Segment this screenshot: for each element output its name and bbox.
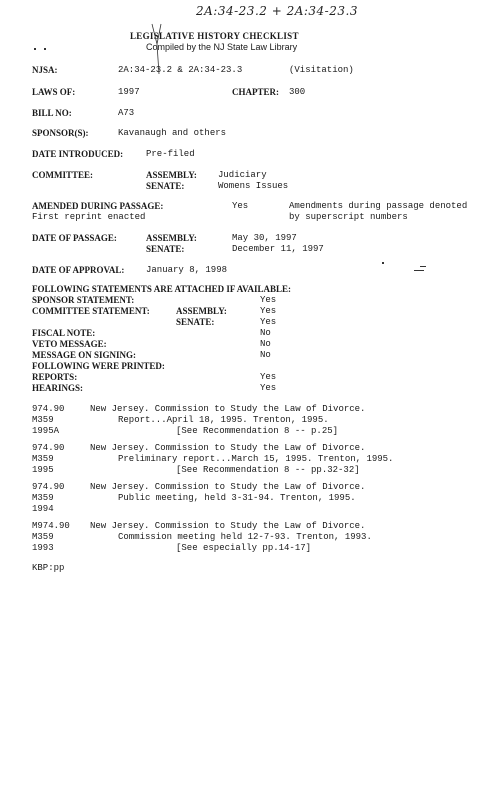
committee-statement-senate-label: SENATE:: [176, 317, 215, 327]
page-subtitle: Compiled by the NJ State Law Library: [146, 42, 298, 52]
reference-line: Commission meeting held 12-7-93. Trenton, 1993.: [118, 532, 372, 542]
call-number: M359: [32, 454, 54, 464]
message-on-signing-label: MESSAGE ON SIGNING:: [32, 350, 137, 360]
call-number: 974.90: [32, 404, 65, 414]
reprint-note: First reprint enacted: [32, 212, 146, 222]
speck: [414, 270, 424, 271]
sponsor-statement-label: SPONSOR STATEMENT:: [32, 295, 135, 305]
reference-line: New Jersey. Commission to Study the Law of Divorce.: [90, 482, 366, 492]
committee-statement-assembly-label: ASSEMBLY:: [176, 306, 227, 316]
amended-value: Yes: [232, 201, 249, 211]
sponsor-label: SPONSOR(S):: [32, 128, 89, 138]
printed-heading: FOLLOWING WERE PRINTED:: [32, 361, 165, 371]
veto-message-value: No: [260, 339, 271, 349]
handwritten-annotation: 2A:34-23.2 + 2A:34-23.3: [196, 4, 358, 18]
amended-note-line-2: by superscript numbers: [289, 212, 408, 222]
bill-value: A73: [118, 108, 135, 118]
reference-line: Public meeting, held 3-31-94. Trenton, 1995.: [118, 493, 356, 503]
reference-line: [See Recommendation 8 -- pp.32-32]: [176, 465, 360, 475]
laws-label: LAWS OF:: [32, 87, 76, 97]
speck: [44, 48, 46, 50]
committee-senate-value: Womens Issues: [218, 181, 289, 191]
page-title: LEGISLATIVE HISTORY CHECKLIST: [130, 31, 299, 41]
amended-label: AMENDED DURING PASSAGE:: [32, 201, 164, 211]
bill-label: BILL NO:: [32, 108, 72, 118]
reference-line: Preliminary report...March 15, 1995. Trenton, 1995.: [118, 454, 394, 464]
passage-assembly-value: May 30, 1997: [232, 233, 297, 243]
speck: [420, 266, 426, 267]
njsa-label: NJSA:: [32, 65, 58, 75]
reference-line: New Jersey. Commission to Study the Law of Divorce.: [90, 521, 366, 531]
fiscal-note-value: No: [260, 328, 271, 338]
call-number: 1994: [32, 504, 54, 514]
approval-value: January 8, 1998: [146, 265, 228, 275]
typist-initials: KBP:pp: [32, 563, 65, 573]
sponsor-value: Kavanaugh and others: [118, 128, 227, 138]
passage-senate-label: SENATE:: [146, 244, 185, 254]
njsa-note: (Visitation): [289, 65, 354, 75]
committee-statement-assembly-value: Yes: [260, 306, 277, 316]
chapter-value: 300: [289, 87, 306, 97]
reference-line: [See Recommendation 8 -- p.25]: [176, 426, 339, 436]
call-number: 1995A: [32, 426, 60, 436]
passage-senate-value: December 11, 1997: [232, 244, 324, 254]
hearings-value: Yes: [260, 383, 277, 393]
committee-assembly-value: Judiciary: [218, 170, 267, 180]
message-on-signing-value: No: [260, 350, 271, 360]
laws-value: 1997: [118, 87, 140, 97]
call-number: 1993: [32, 543, 54, 553]
passage-assembly-label: ASSEMBLY:: [146, 233, 197, 243]
reference-line: New Jersey. Commission to Study the Law of Divorce.: [90, 443, 366, 453]
reports-value: Yes: [260, 372, 277, 382]
statements-heading: FOLLOWING STATEMENTS ARE ATTACHED IF AVAILABLE:: [32, 284, 291, 294]
committee-senate-label: SENATE:: [146, 181, 185, 191]
reference-line: Report...April 18, 1995. Trenton, 1995.: [118, 415, 329, 425]
introduced-value: Pre-filed: [146, 149, 195, 159]
committee-statement-senate-value: Yes: [260, 317, 277, 327]
reference-line: New Jersey. Commission to Study the Law of Divorce.: [90, 404, 366, 414]
speck: [382, 262, 384, 264]
veto-message-label: VETO MESSAGE:: [32, 339, 107, 349]
call-number: 974.90: [32, 482, 65, 492]
reference-line: [See especially pp.14-17]: [176, 543, 312, 553]
njsa-value: 2A:34-23.2 & 2A:34-23.3: [118, 65, 243, 75]
call-number: M359: [32, 493, 54, 503]
fiscal-note-label: FISCAL NOTE:: [32, 328, 96, 338]
speck: [34, 48, 36, 50]
committee-label: COMMITTEE:: [32, 170, 94, 180]
call-number: M974.90: [32, 521, 70, 531]
committee-assembly-label: ASSEMBLY:: [146, 170, 197, 180]
chapter-label: CHAPTER:: [232, 87, 279, 97]
call-number: M359: [32, 415, 54, 425]
passage-label: DATE OF PASSAGE:: [32, 233, 117, 243]
reports-label: REPORTS:: [32, 372, 78, 382]
amended-note-line-1: Amendments during passage denoted: [289, 201, 468, 211]
call-number: 974.90: [32, 443, 65, 453]
introduced-label: DATE INTRODUCED:: [32, 149, 124, 159]
hearings-label: HEARINGS:: [32, 383, 84, 393]
call-number: M359: [32, 532, 54, 542]
approval-label: DATE OF APPROVAL:: [32, 265, 125, 275]
call-number: 1995: [32, 465, 54, 475]
sponsor-statement-value: Yes: [260, 295, 277, 305]
committee-statement-label: COMMITTEE STATEMENT:: [32, 306, 150, 316]
